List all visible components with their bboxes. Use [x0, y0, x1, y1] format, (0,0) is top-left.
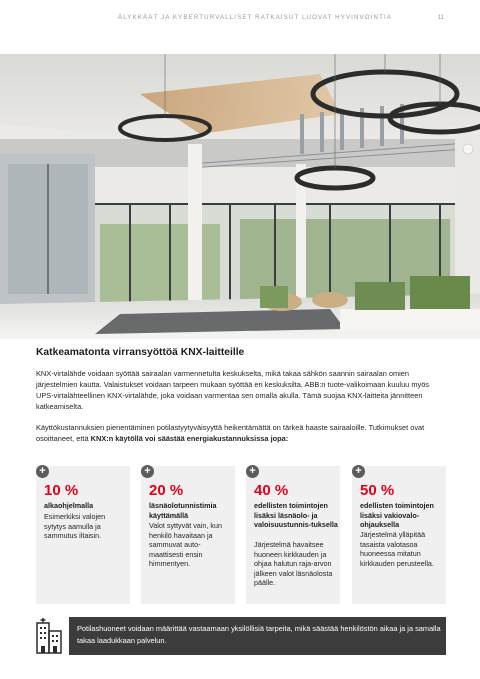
savings-cards [36, 466, 446, 604]
savings-intro: Käyttökustannuksien pienentäminen potilastyytyväisyyttä heikentämättä on tärkeä haaste sairaaloille. Tutkimukset ovat osoittaneet, että [36, 423, 425, 443]
savings-percent: 10 % [44, 482, 79, 499]
savings-description: Järjestelmä havaitsee huoneen kirkkauden ja ohjaa halutun raja-arvon jälkeen valot läsnäolosta päälle. [254, 540, 333, 588]
savings-card [36, 466, 130, 604]
savings-label: läsnäolotunnistimia käyttämällä [149, 501, 217, 520]
plus-icon: + [246, 465, 259, 478]
savings-description: Järjestelmä ylläpitää tasaista valotasoa huoneessa mitatun kirkkauden perusteella. [360, 530, 434, 568]
hero-photo [0, 54, 480, 339]
plus-icon: + [141, 465, 154, 478]
savings-label: alkaohjelmalla [44, 501, 94, 510]
savings-highlight: KNX:n käytöllä voi säästää energiakustannuksissa jopa: [90, 434, 289, 443]
banner-box [69, 617, 446, 655]
savings-description: Valot syttyvät vain, kun henkilö havaitaan ja sammuvat auto-maattisesti ensin himmentyen. [149, 521, 222, 569]
savings-description: Esimerkiksi valojen sytytys aamulla ja sammutus iltaisin. [44, 512, 106, 541]
info-banner [36, 617, 446, 655]
section-heading: Katkeamatonta virransyöttöä KNX-laitteille [36, 347, 245, 358]
savings-card [141, 466, 235, 604]
lobby-illustration [0, 54, 480, 339]
banner-text: Potilashuoneet voidaan määrittää vastaamaan yksilöllisiä tarpeita, mikä säästää henkilöstön aikaa ja ja samalla takaa laadukkaan palvelun. [77, 624, 441, 645]
savings-label: edellisten toimintojen lisäksi läsnäolo- ja valoisuustunnis-tuksella [254, 501, 338, 529]
savings-card [352, 466, 446, 604]
page-header [0, 14, 480, 26]
plus-icon: + [36, 465, 49, 478]
savings-percent: 20 % [149, 482, 184, 499]
header-title: ÄLYKKÄÄT JA KYBERTURVALLISET RATKAISUT LUOVAT HYVINVOINTIA [118, 14, 393, 21]
paragraph-ups: KNX-virtalähde voidaan syöttää sairaalan varmennetulta keskukselta, mikä takaa sähkön saannin sairaalan omien järjestelmien kautta. Valaistukset voidaan tarpeen mukaan syöttää eri keskuksilta. ABB:n tuote-valikoimaan kuuluu myös UPS-virtalähteellinen KNX-virtalähde, joka voidaan varmentaa sen omalla akulla. Tämä suojaa KNX-laitteita jännitteen katkeamiselta. [36, 369, 430, 411]
hospital-building-icon [36, 617, 63, 655]
savings-percent: 50 % [360, 482, 395, 499]
savings-card [246, 466, 340, 604]
page-number: 11 [437, 14, 444, 21]
plus-icon: + [352, 465, 365, 478]
savings-label: edellisten toimintojen lisäksi vakiovalo-ohjauksella [360, 501, 434, 529]
savings-percent: 40 % [254, 482, 289, 499]
main-text [36, 347, 446, 444]
paragraph-savings [36, 422, 446, 444]
